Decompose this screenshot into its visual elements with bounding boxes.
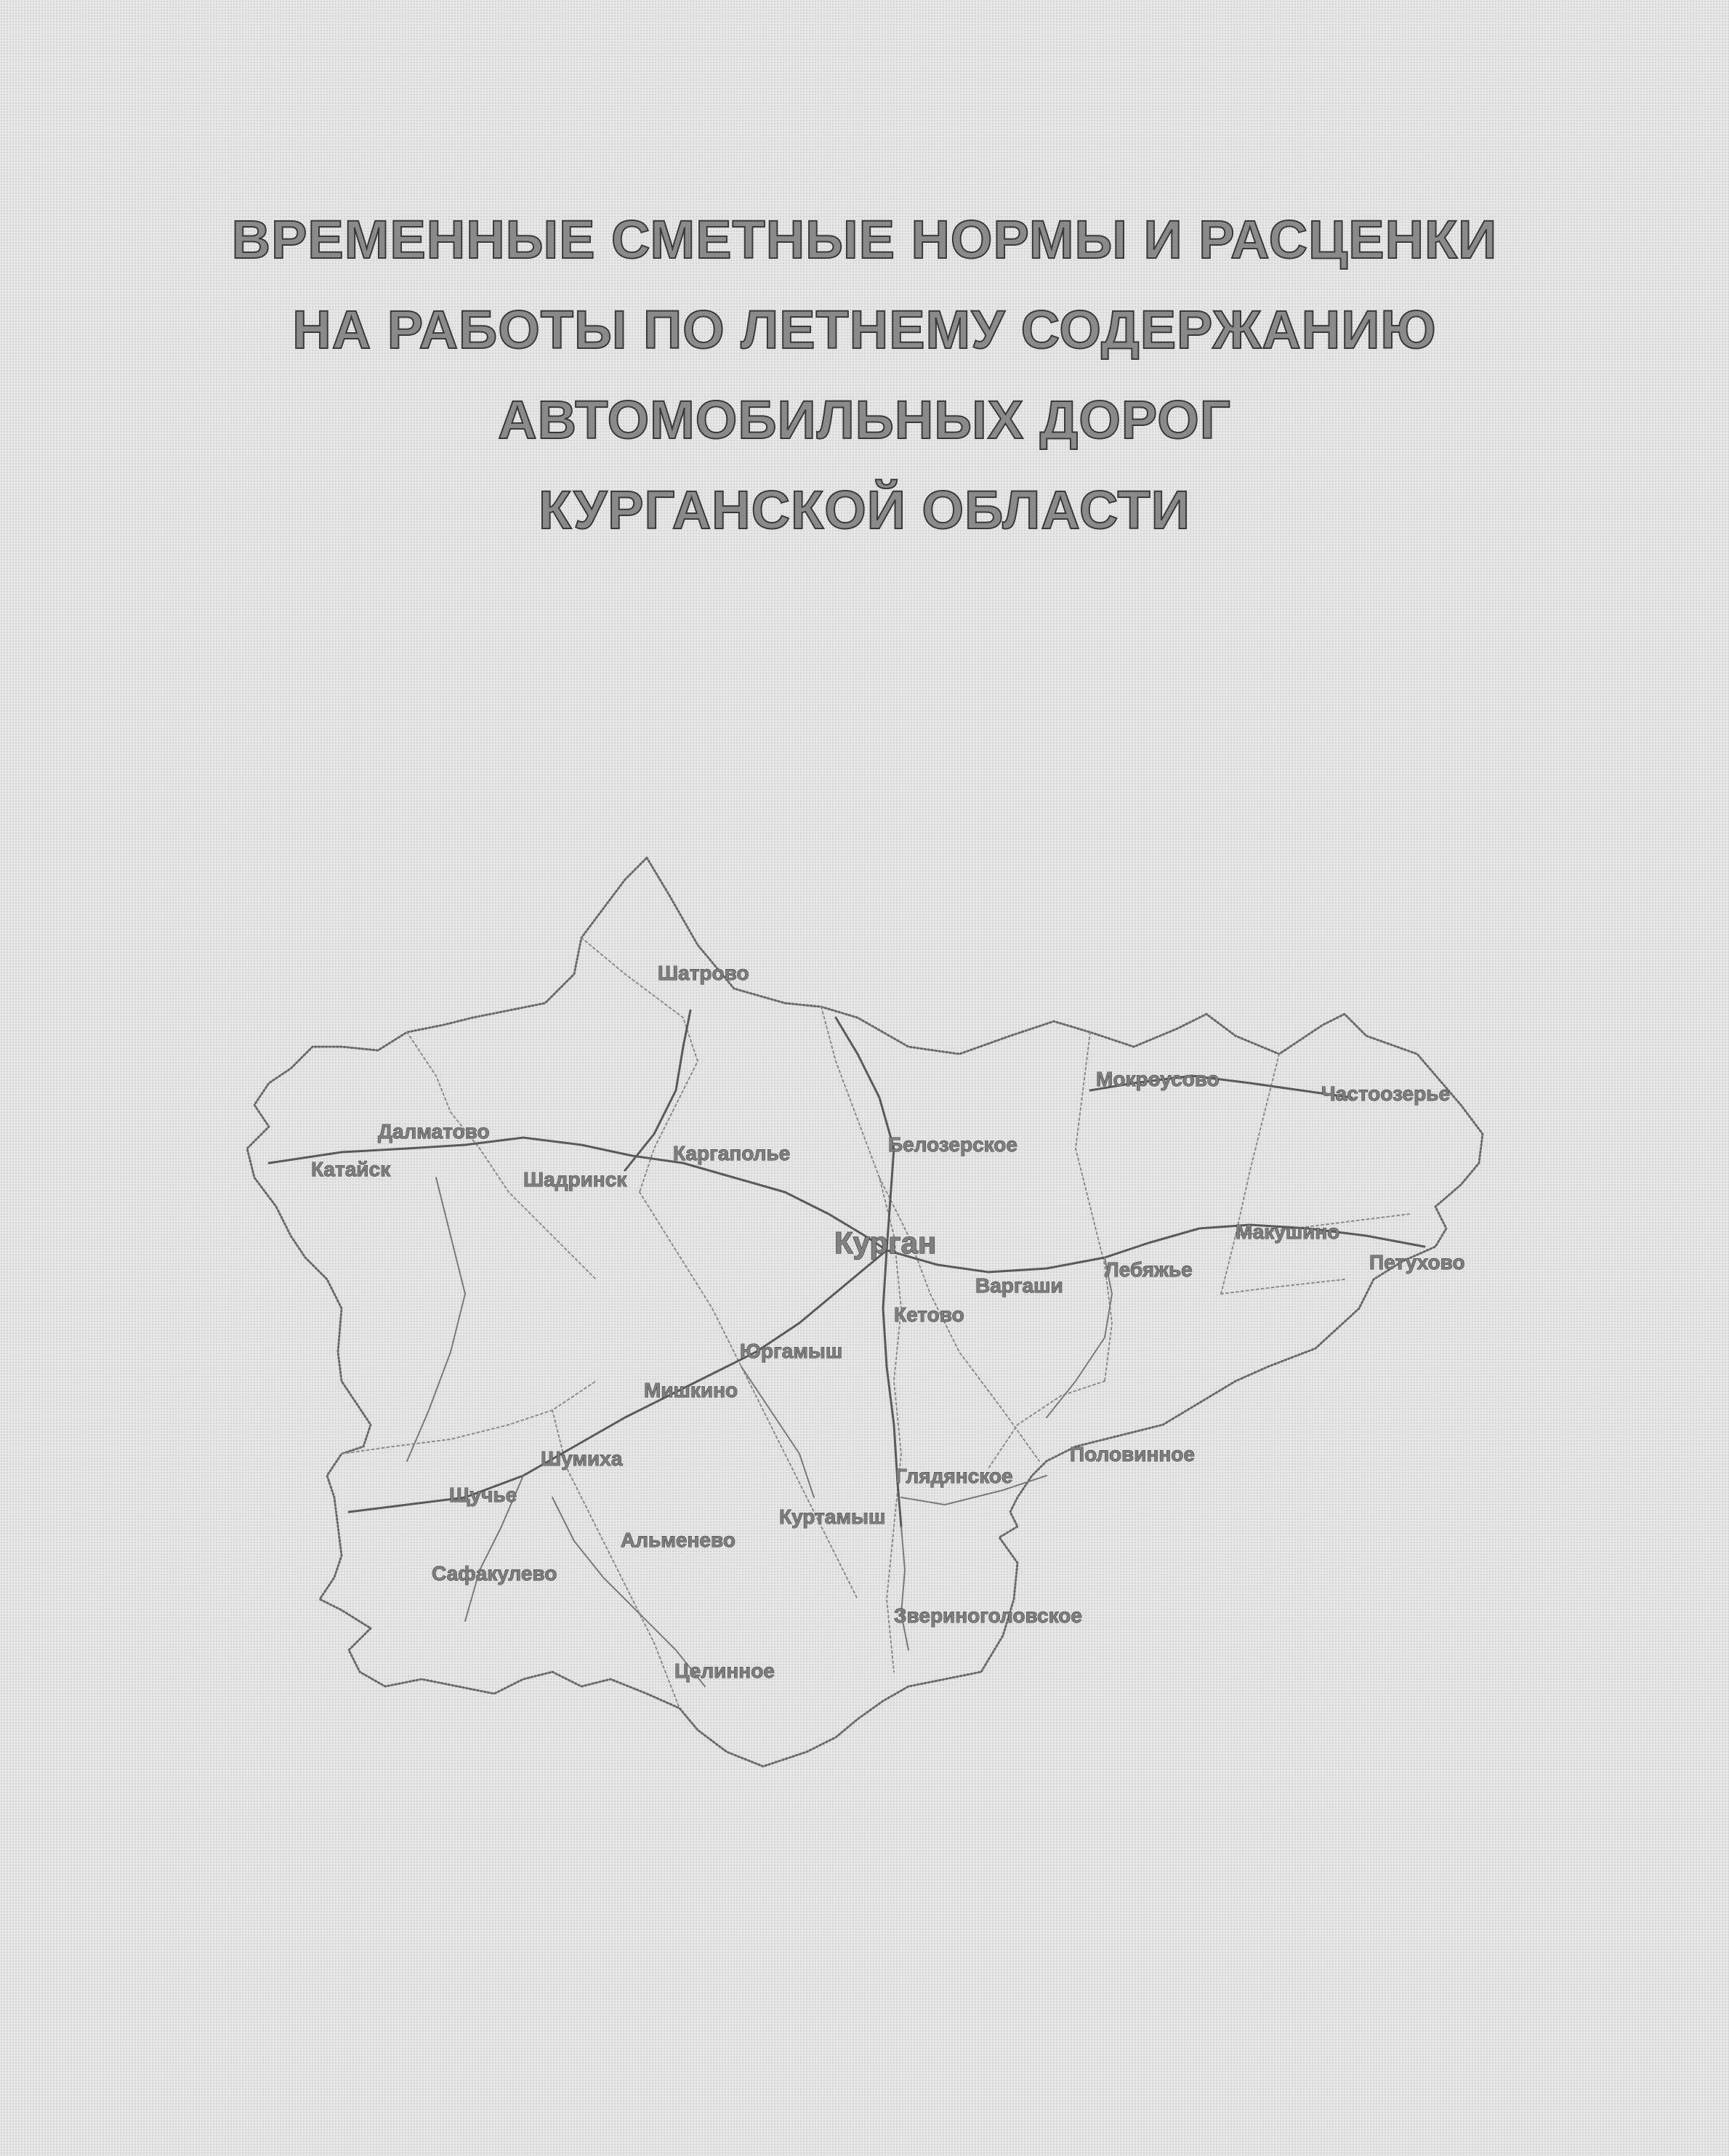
town-label-mokrousovo: Мокроусово	[1096, 1068, 1220, 1090]
town-label-lebyazhye: Лебяжье	[1105, 1258, 1193, 1281]
secondary-road	[741, 1367, 814, 1497]
town-label-dalmatovo: Далматово	[378, 1120, 490, 1143]
town-label-chastoozerye: Частоозерье	[1321, 1082, 1451, 1105]
town-label-safakulevo: Сафакулево	[432, 1562, 557, 1585]
main-road	[269, 1138, 887, 1250]
town-label-shadrinsk: Шадринск	[523, 1168, 627, 1191]
town-label-vargashi: Варгаши	[975, 1274, 1063, 1297]
district-border	[1221, 1279, 1345, 1294]
region-border	[247, 858, 1483, 1766]
district-border	[1221, 1054, 1279, 1294]
district-border	[407, 1032, 596, 1279]
capital-label-kurgan: Курган	[834, 1226, 937, 1260]
town-label-glyadyanskoe: Глядянское	[895, 1465, 1013, 1487]
town-label-ketovo: Кетово	[894, 1303, 964, 1326]
town-label-almenevo: Альменево	[621, 1529, 735, 1551]
town-label-kargapolye: Каргаполье	[673, 1142, 791, 1165]
main-road	[836, 1018, 894, 1250]
town-label-makushino: Макушино	[1236, 1220, 1340, 1243]
secondary-road	[901, 1527, 908, 1650]
town-label-shchuchye: Щучье	[449, 1484, 517, 1506]
town-label-belozerskoe: Белозерское	[888, 1133, 1017, 1156]
town-label-kurtamysh: Куртамыш	[779, 1505, 886, 1528]
town-label-zverinogolovskoe: Звериноголовское	[894, 1604, 1082, 1627]
town-label-kataysk: Катайск	[311, 1158, 391, 1180]
district-border	[342, 1381, 596, 1454]
title-line-1: ВРЕМЕННЫЕ СМЕТНЫЕ НОРМЫ И РАСЦЕНКИ	[231, 209, 1498, 270]
town-label-tselinnoe: Целинное	[674, 1660, 775, 1682]
district-border	[821, 1007, 894, 1236]
secondary-road	[407, 1178, 465, 1461]
title-line-2: НА РАБОТЫ ПО ЛЕТНЕМУ СОДЕРЖАНИЮ	[292, 299, 1437, 360]
town-label-shatrovo: Шатрово	[658, 962, 749, 984]
title-line-4: КУРГАНСКОЙ ОБЛАСТИ	[539, 480, 1190, 540]
title-line-3: АВТОМОБИЛЬНЫХ ДОРОГ	[498, 390, 1231, 450]
town-label-polovinnoe: Половинное	[1070, 1443, 1195, 1465]
town-label-mishkino: Мишкино	[644, 1379, 738, 1401]
town-label-shumikha: Шумиха	[541, 1447, 623, 1470]
town-label-yurgamysh: Юргамыш	[740, 1340, 843, 1362]
town-label-petukhovo: Петухово	[1369, 1251, 1465, 1274]
